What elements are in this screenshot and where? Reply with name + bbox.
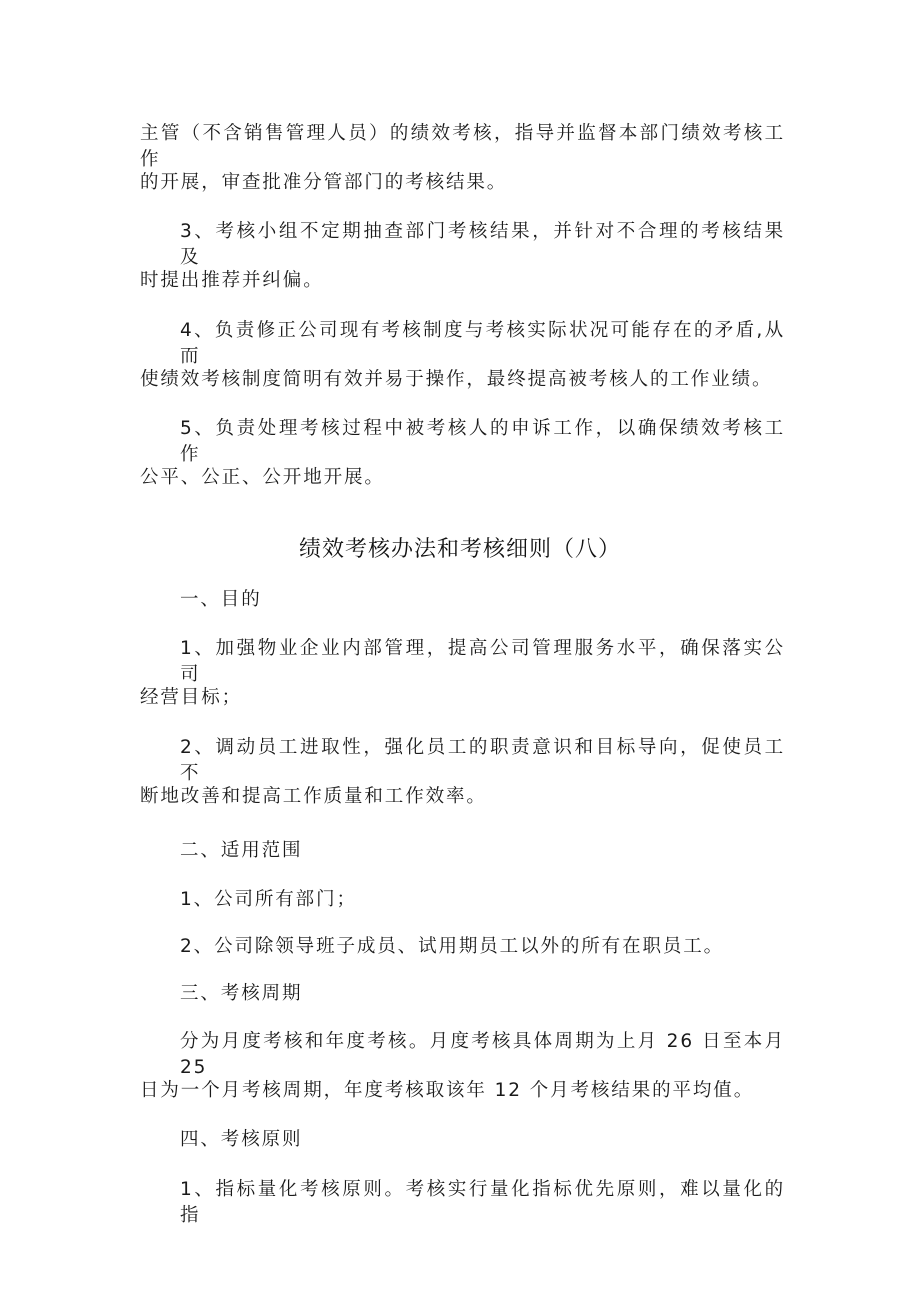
section-heading: 一、目的: [180, 589, 262, 610]
text-line: 5、负责处理考核过程中被考核人的申诉工作，以确保绩效考核工作: [180, 418, 785, 465]
text-line: 3、考核小组不定期抽查部门考核结果，并针对不合理的考核结果及: [180, 221, 785, 268]
text-line: 1、加强物业企业内部管理，提高公司管理服务水平，确保落实公司: [180, 638, 785, 685]
text-line: 2、公司除领导班子成员、试用期员工以外的所有在职员工。: [180, 936, 725, 957]
text-line: 1、指标量化考核原则。考核实行量化指标优先原则，难以量化的指: [180, 1179, 785, 1226]
text-line: 2、调动员工进取性，强化员工的职责意识和目标导向，促使员工不: [180, 737, 785, 784]
text-line: 时提出推荐并纠偏。: [140, 270, 324, 291]
section-heading: 四、考核原则: [180, 1129, 303, 1150]
text-line: 使绩效考核制度简明有效并易于操作，最终提高被考核人的工作业绩。: [140, 369, 773, 390]
text-line: 4、负责修正公司现有考核制度与考核实际状况可能存在的矛盾,从而: [180, 320, 785, 367]
text-line: 分为月度考核和年度考核。月度考核具体周期为上月 26 日至本月 25: [180, 1031, 785, 1078]
text-line: 断地改善和提高工作质量和工作效率。: [140, 786, 487, 807]
section-heading: 三、考核周期: [180, 983, 303, 1004]
text-line: 日为一个月考核周期，年度考核取该年 12 个月考核结果的平均值。: [140, 1080, 755, 1101]
text-line: 1、公司所有部门；: [180, 889, 357, 910]
text-line: 经营目标；: [140, 687, 243, 708]
section-title: 绩效考核办法和考核细则（八）: [298, 537, 621, 562]
section-heading: 二、适用范围: [180, 840, 303, 861]
text-line: 主管（不含销售管理人员）的绩效考核，指导并监督本部门绩效考核工作: [140, 123, 785, 170]
text-line: 公平、公正、公开地开展。: [140, 467, 385, 488]
text-line: 的开展，审查批准分管部门的考核结果。: [140, 172, 508, 193]
